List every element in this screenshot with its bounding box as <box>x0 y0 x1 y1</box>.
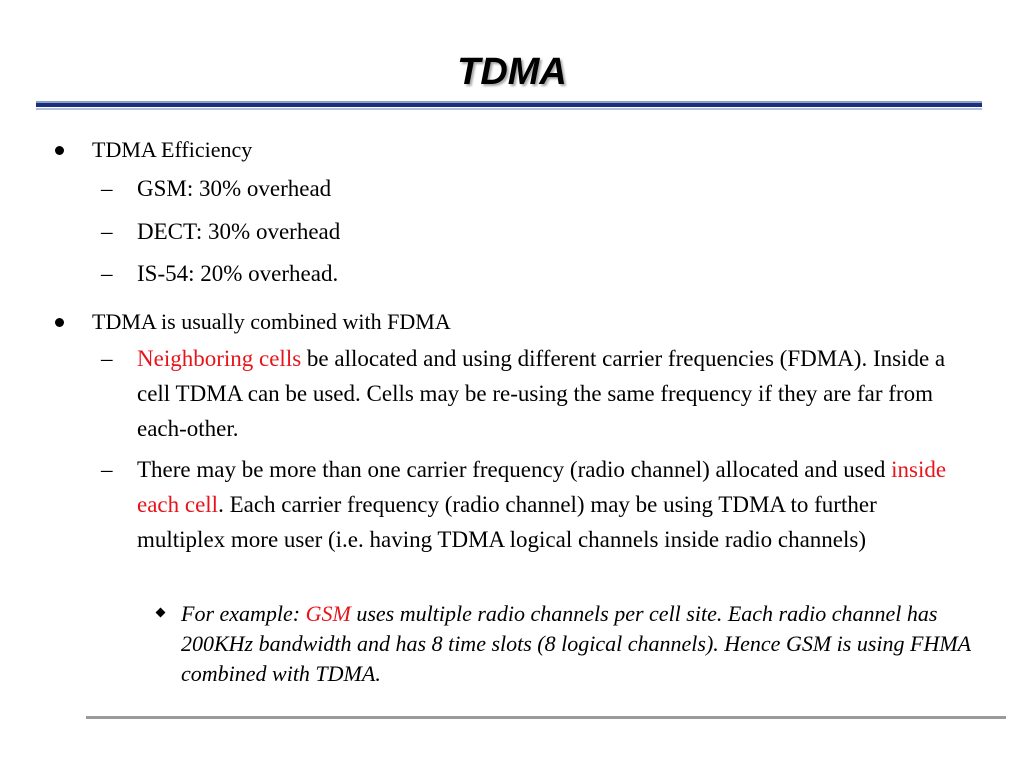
dash-icon: – <box>101 176 113 201</box>
sub-bullet-is54 <box>101 256 967 291</box>
sub-sub-bullet-gsm-example <box>181 599 971 689</box>
example-text: uses multiple radio channels per cell site. Each radio channel has 200KHz bandwidth and has 8 time slots (8 logical channels). Hence GSM is using FHMA combined with TDMA. <box>181 601 971 686</box>
dash-icon: – <box>101 346 113 371</box>
example-text: For example: <box>181 601 306 626</box>
bullet-label: TDMA Efficiency <box>92 137 253 162</box>
dash-icon: – <box>101 457 113 482</box>
slide-title: TDMA <box>457 51 567 93</box>
highlight-text: GSM <box>305 601 351 626</box>
sub-bullet-text: There may be more than one carrier frequency (radio channel) allocated and used <box>137 457 892 482</box>
sub-bullet-neighboring-cells <box>101 341 967 446</box>
sub-bullet-text: GSM: 30% overhead <box>137 176 332 201</box>
bullet-label: TDMA is usually combined with FDMA <box>92 309 451 334</box>
footer-rule <box>86 716 1006 719</box>
bullet-tdma-fdma <box>92 309 451 335</box>
title-underline <box>36 101 982 111</box>
diamond-bullet-icon <box>156 608 166 618</box>
sub-bullet-gsm <box>101 171 967 206</box>
highlight-text: inside each cell <box>137 457 947 517</box>
bullet-tdma-efficiency <box>92 137 252 163</box>
sub-bullet-text: be allocated and using different carrier frequencies (FDMA). Inside a cell TDMA can be used. Cells may be re-using the same frequency if they are far from each-other. <box>137 346 946 441</box>
sub-bullet-text: DECT: 30% overhead <box>137 219 341 244</box>
dash-icon: – <box>101 219 113 244</box>
dash-icon: – <box>101 261 113 286</box>
sub-bullet-multiple-carriers <box>101 452 967 557</box>
sub-bullet-text: IS-54: 20% overhead. <box>137 261 339 286</box>
highlight-text: Neighboring cells <box>137 346 302 371</box>
sub-bullet-dect <box>101 214 967 249</box>
bullet-dot-icon <box>55 318 64 327</box>
bullet-dot-icon <box>55 146 64 155</box>
sub-bullet-text: . Each carrier frequency (radio channel) may be using TDMA to further multiplex more user (i.e. having TDMA logical channels inside radio channels) <box>137 492 877 552</box>
